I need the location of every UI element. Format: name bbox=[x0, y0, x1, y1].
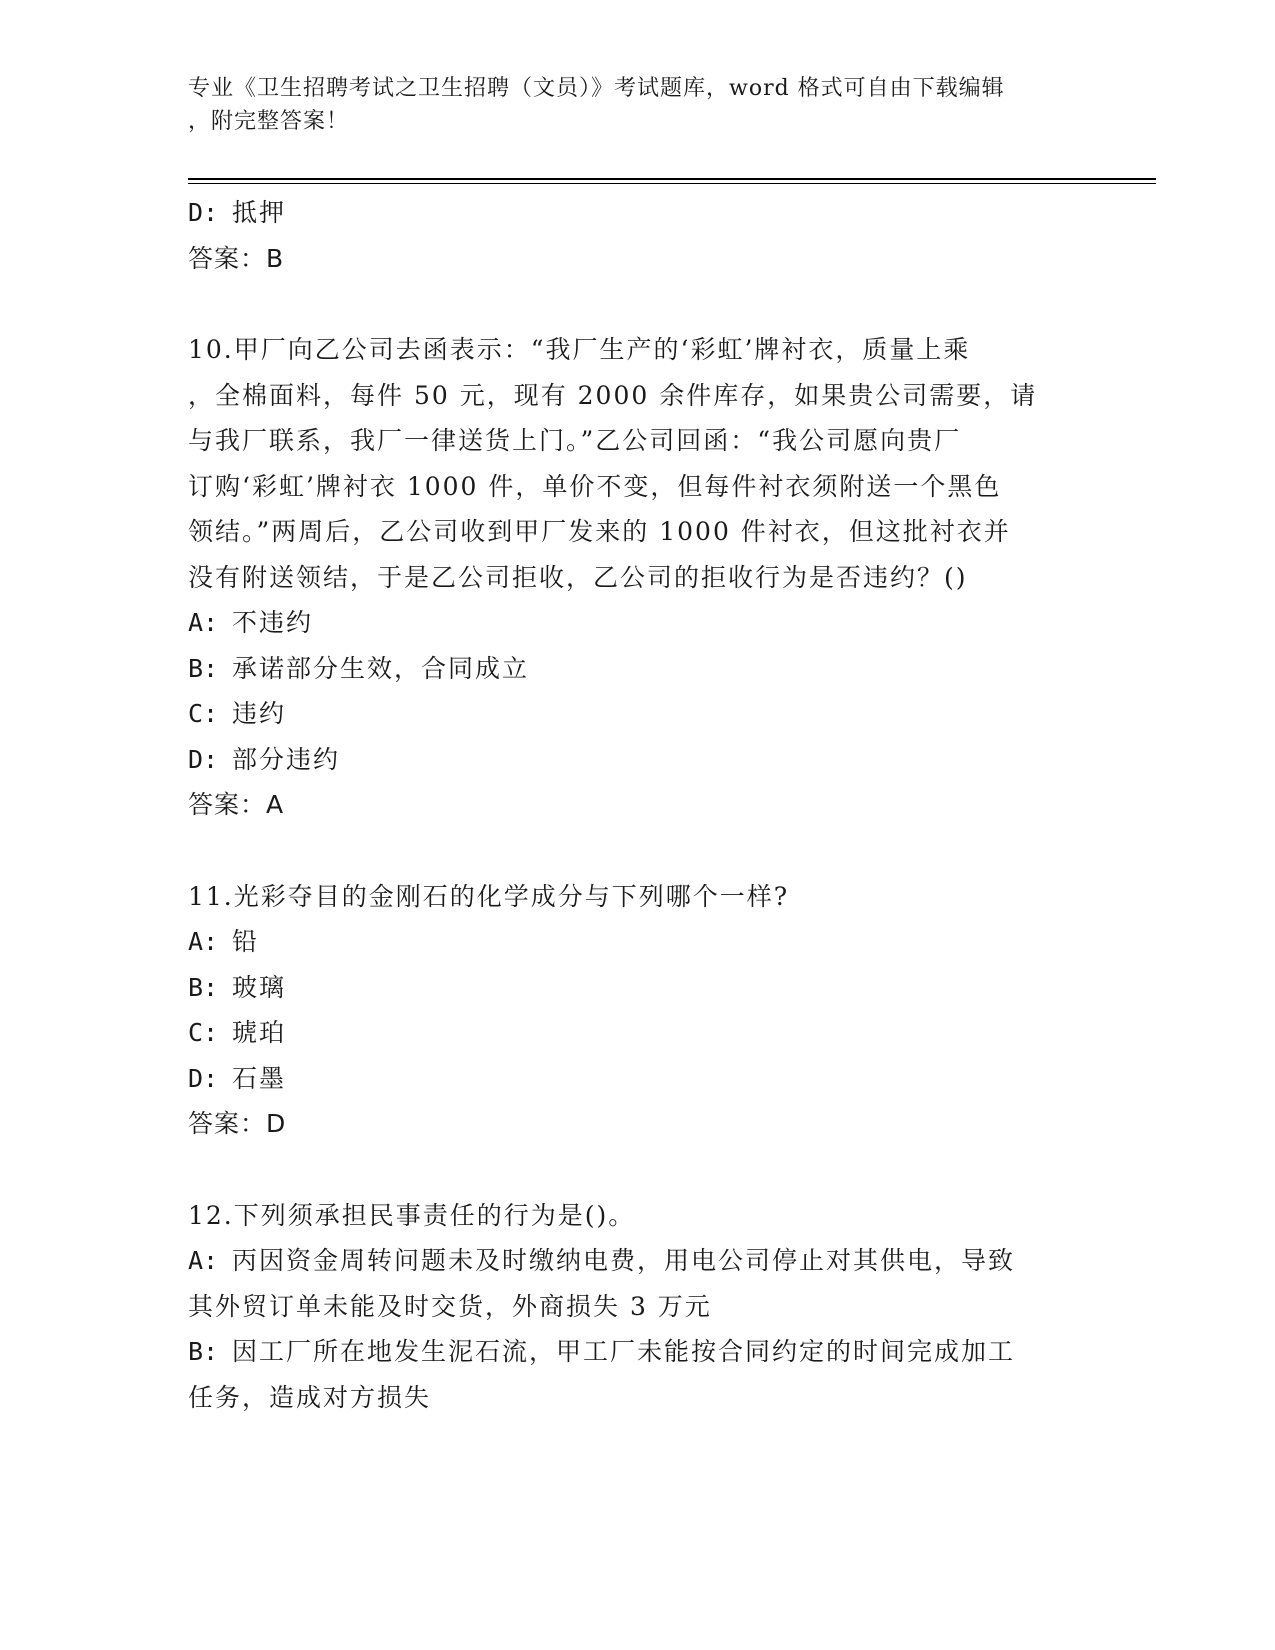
page-header bbox=[188, 72, 1068, 138]
answer-line: 答案：D bbox=[188, 1109, 287, 1138]
option-d bbox=[188, 190, 1078, 236]
option-text: 铅 bbox=[232, 927, 260, 956]
option-text: 因工厂所在地发生泥石流，甲工厂未能按合同约定的时间完成加工 bbox=[232, 1337, 1016, 1366]
option-text: 不违约 bbox=[232, 608, 314, 637]
header-line-1: 专业《卫生招聘考试之卫生招聘（文员）》考试题库，word 格式可自由下载编辑 bbox=[188, 76, 1005, 101]
option-text: 丙因资金周转问题未及时缴纳电费，用电公司停止对其供电，导致 bbox=[232, 1246, 1016, 1275]
option-label: B: bbox=[188, 972, 219, 1002]
option-label: D: bbox=[188, 1063, 219, 1093]
option-label: D: bbox=[188, 198, 219, 227]
question-content bbox=[188, 190, 1078, 1420]
option-text: 玻璃 bbox=[232, 972, 287, 1002]
option-b bbox=[188, 965, 1078, 1011]
question-text-line: 与我厂联系，我厂一律送货上门。”乙公司回函：“我公司愿向贵厂 bbox=[188, 426, 962, 455]
question-10 bbox=[188, 327, 1078, 828]
option-d bbox=[188, 737, 1078, 783]
header-divider-thin bbox=[188, 183, 1156, 184]
header-line-2: ，附完整答案！ bbox=[188, 109, 350, 134]
question-text-line: 订购‘彩虹’牌衬衣 1000 件，单价不变，但每件衬衣须附送一个黑色 bbox=[188, 471, 1002, 501]
answer-line: 答案：B bbox=[188, 243, 285, 273]
answer-line: 答案：A bbox=[188, 790, 285, 819]
option-label: C: bbox=[188, 1018, 219, 1047]
option-a-continuation: 其外贸订单未能及时交货，外商损失 3 万元 bbox=[188, 1291, 712, 1321]
question-text-line: 10.甲厂向乙公司去函表示：“我厂生产的‘彩虹’牌衬衣，质量上乘 bbox=[188, 335, 971, 364]
option-a bbox=[188, 1238, 1078, 1284]
option-text: 部分违约 bbox=[232, 744, 341, 774]
question-text-line: 没有附送领结，于是乙公司拒收，乙公司的拒收行为是否违约？() bbox=[188, 562, 968, 592]
option-text: 抵押 bbox=[232, 198, 287, 227]
option-label: A: bbox=[188, 608, 219, 637]
option-d bbox=[188, 1056, 1078, 1102]
option-c bbox=[188, 691, 1078, 737]
option-b bbox=[188, 646, 1078, 692]
question-11 bbox=[188, 874, 1078, 1147]
option-b-continuation: 任务，造成对方损失 bbox=[188, 1382, 432, 1412]
option-a bbox=[188, 919, 1078, 965]
option-a bbox=[188, 600, 1078, 646]
previous-question-tail bbox=[188, 190, 1078, 281]
question-text-line: 11.光彩夺目的金刚石的化学成分与下列哪个一样? bbox=[188, 881, 790, 911]
option-text: 石墨 bbox=[232, 1063, 287, 1093]
option-label: D: bbox=[188, 744, 219, 774]
option-label: C: bbox=[188, 699, 219, 728]
option-label: A: bbox=[188, 927, 219, 956]
option-text: 违约 bbox=[232, 699, 287, 728]
question-12 bbox=[188, 1193, 1078, 1421]
header-divider-thick bbox=[188, 178, 1156, 180]
option-label: B: bbox=[188, 1337, 219, 1366]
option-text: 承诺部分生效，合同成立 bbox=[232, 653, 530, 683]
option-c bbox=[188, 1010, 1078, 1056]
option-text: 琥珀 bbox=[232, 1018, 287, 1047]
option-label: B: bbox=[188, 653, 219, 683]
question-text-line: ，全棉面料，每件 50 元，现有 2000 余件库存，如果贵公司需要，请 bbox=[188, 380, 1038, 410]
option-b bbox=[188, 1329, 1078, 1375]
question-text-line: 领结。”两周后，乙公司收到甲厂发来的 1000 件衬衣，但这批衬衣并 bbox=[188, 517, 1011, 546]
option-label: A: bbox=[188, 1246, 219, 1275]
question-text-line: 12.下列须承担民事责任的行为是()。 bbox=[188, 1200, 636, 1230]
